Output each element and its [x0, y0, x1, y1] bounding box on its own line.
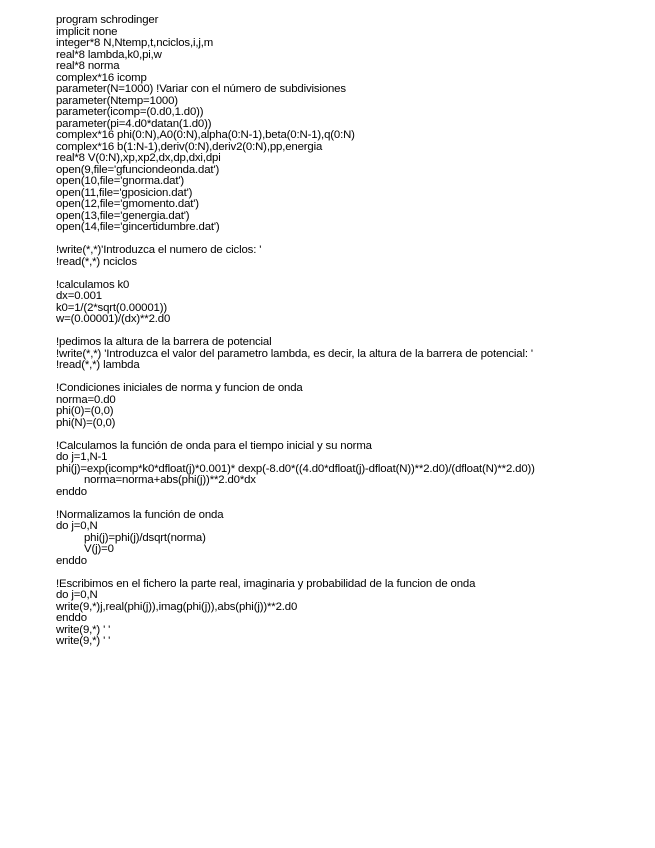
code-line: complex*16 b(1:N-1),deriv(0:N),deriv2(0:N),pp,energia — [56, 140, 323, 153]
code-line: open(10,file='gnorma.dat') — [56, 175, 185, 187]
code-line: !pedimos la altura de la barrera de potencial — [56, 336, 272, 348]
code-line: open(13,file='genergia.dat') — [56, 209, 190, 222]
code-line: parameter(Ntemp=1000) — [56, 94, 178, 107]
code-line: !calculamos k0 — [56, 278, 130, 291]
code-line: enddo — [56, 554, 87, 567]
code-line: do j=0,N — [56, 589, 98, 601]
code-line: parameter(pi=4.d0*datan(1.d0)) — [56, 117, 212, 130]
code-line: !read(*,*) nciclos — [56, 255, 137, 268]
code-document — [56, 15, 648, 648]
code-line: V(j)=0 — [84, 543, 114, 555]
code-line: open(11,file='gposicion.dat') — [56, 186, 193, 199]
code-line: real*8 V(0:N),xp,xp2,dx,dp,dxi,dpi — [56, 152, 221, 164]
code-line: do j=0,N — [56, 520, 98, 532]
code-line: k0=1/(2*sqrt(0.00001)) — [56, 301, 167, 314]
code-line: parameter(N=1000) !Variar con el número de subdivisiones — [56, 83, 346, 95]
code-line: dx=0.001 — [56, 290, 102, 302]
code-line: !read(*,*) lambda — [56, 359, 140, 371]
code-line: !Normalizamos la función de onda — [56, 508, 224, 521]
code-line: norma=norma+abs(phi(j))**2.d0*dx — [84, 474, 256, 486]
code-line: integer*8 N,Ntemp,t,nciclos,i,j,m — [56, 37, 214, 49]
code-line: write(9,*) ' ' — [56, 635, 111, 647]
code-line: parameter(icomp=(0.d0,1.d0)) — [56, 106, 204, 118]
code-line: write(9,*) ' ' — [56, 623, 111, 636]
blank-line — [56, 567, 648, 579]
code-line: w=(0.00001)/(dx)**2.d0 — [56, 313, 171, 325]
code-line: !Escribimos en el fichero la parte real, imaginaria y probabilidad de la funcion de onda — [56, 577, 476, 590]
code-line: write(9,*)j,real(phi(j)),imag(phi(j)),abs(phi(j))**2.d0 — [56, 600, 298, 613]
code-line: open(9,file='gfunciondeonda.dat') — [56, 163, 220, 176]
blank-line — [56, 498, 648, 510]
code-line: open(14,file='gincertidumbre.dat') — [56, 221, 220, 233]
code-line: !write(*,*) 'Introduzca el valor del parametro lambda, es decir, la altura de la barrera de potencial: ' — [56, 347, 533, 360]
code-line: phi(N)=(0,0) — [56, 416, 116, 429]
code-line: real*8 lambda,k0,pi,w — [56, 48, 162, 61]
code-line: complex*16 icomp — [56, 71, 147, 84]
code-line: phi(0)=(0,0) — [56, 405, 114, 417]
code-line: !write(*,*)'Introduzca el numero de ciclos: ' — [56, 244, 262, 256]
code-line: real*8 norma — [56, 60, 120, 72]
code-line: implicit none — [56, 25, 118, 38]
code-line: !Calculamos la función de onda para el tiempo inicial y su norma — [56, 439, 372, 452]
code-line: complex*16 phi(0:N),A0(0:N),alpha(0:N-1),beta(0:N-1),q(0:N) — [56, 129, 355, 141]
blank-line — [56, 429, 648, 441]
code-line: !Condiciones iniciales de norma y funcion de onda — [56, 382, 303, 394]
code-line: phi(j)=phi(j)/dsqrt(norma) — [84, 531, 206, 544]
code-line: open(12,file='gmomento.dat') — [56, 198, 199, 210]
code-line: program schrodinger — [56, 14, 159, 26]
code-line: do j=1,N-1 — [56, 451, 108, 463]
code-line: phi(j)=exp(icomp*k0*dfloat(j)*0.001)* dexp(-8.d0*((4.d0*dfloat(j)-dfloat(N))**2.d0)/(dfloat(N)**2.d0)) — [56, 462, 535, 475]
code-line: enddo — [56, 485, 87, 498]
code-line: enddo — [56, 612, 87, 624]
code-line: norma=0.d0 — [56, 393, 116, 406]
blank-line — [56, 268, 648, 280]
